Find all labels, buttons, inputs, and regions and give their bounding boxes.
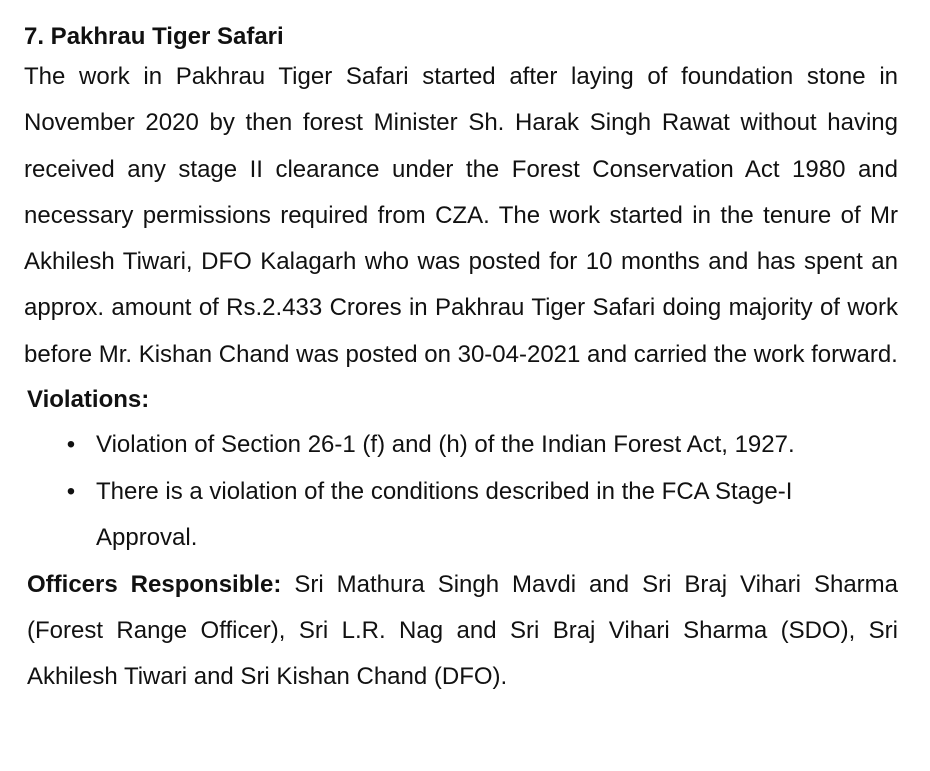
violations-list bbox=[24, 422, 898, 562]
document-body bbox=[24, 20, 898, 700]
bullet-icon: • bbox=[66, 431, 76, 459]
list-item bbox=[24, 422, 898, 469]
officers-responsible bbox=[24, 562, 898, 701]
section-heading: 7. Pakhrau Tiger Safari bbox=[24, 23, 284, 50]
bullet-icon: • bbox=[66, 477, 76, 505]
list-item bbox=[24, 469, 898, 562]
violation-text: There is a violation of the conditions described in the FCA Stage-I Approval. bbox=[96, 477, 793, 552]
violation-text: Violation of Section 26-1 (f) and (h) of the Indian Forest Act, 1927. bbox=[96, 431, 795, 459]
violations-title: Violations: bbox=[27, 386, 150, 414]
officers-text: Sri Mathura Singh Mavdi and Sri Braj Vihari Sharma (Forest Range Officer), Sri L.R. Nag and Sri Braj Vihari Sharma (SDO), Sri Akhilesh Tiwari and Sri Kishan Chand (DFO). bbox=[27, 570, 898, 691]
officers-label: Officers Responsible: bbox=[27, 570, 282, 598]
section-paragraph: The work in Pakhrau Tiger Safari started after laying of foundation stone in November 2020 by then forest Minister Sh. Harak Singh Rawat without having received any stage II clearance under the Forest Conservation Act 1980 and necessary permissions required from CZA. The work started in the tenure of Mr Akhilesh Tiwari, DFO Kalagarh who was posted for 10 months and has spent an approx. amount of Rs.2.433 Crores in Pakhrau Tiger Safari doing majority of work before Mr. Kishan Chand was posted on 30-04-2021 and carried the work forward. bbox=[24, 63, 898, 368]
